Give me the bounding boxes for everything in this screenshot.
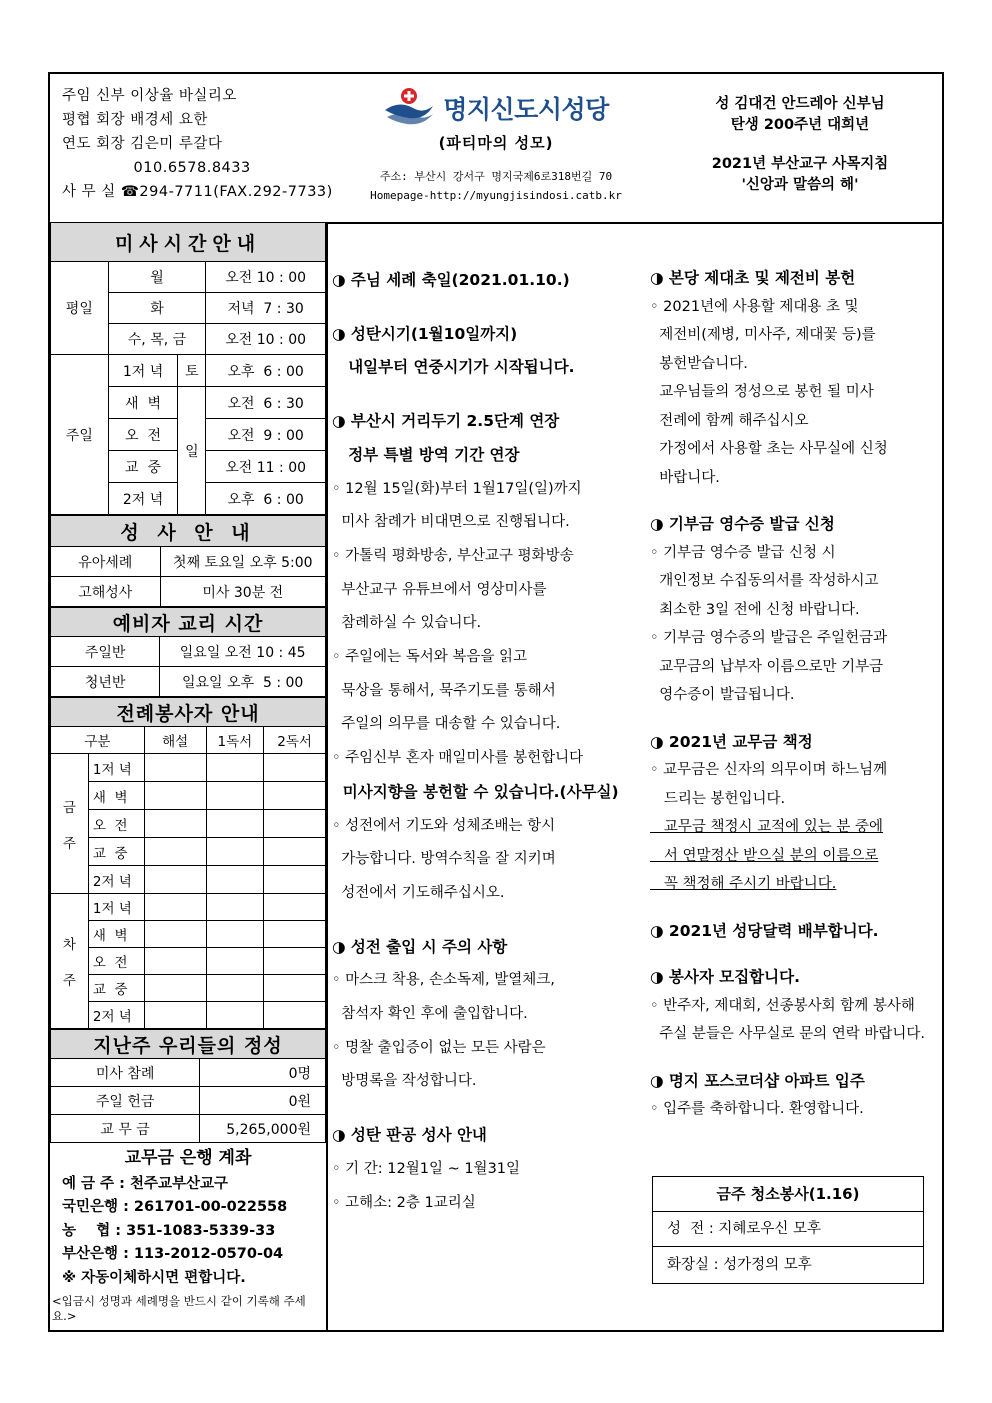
- mass-time: 오전 6 : 30: [206, 387, 326, 419]
- mass-title: 미사시간안내: [51, 223, 326, 262]
- notice-text: ◦ 반주자, 제대회, 선종봉사회 함께 봉사해: [650, 997, 915, 1014]
- spacer: [650, 492, 940, 510]
- bulletin-frame: [48, 72, 944, 1332]
- sacrament-time: 첫째 토요일 오후 5:00: [160, 547, 325, 577]
- spacer: [332, 385, 652, 405]
- staff-line: 010.6578.8433: [62, 160, 251, 176]
- theme-line: 성 김대건 안드레아 신부님: [715, 96, 885, 112]
- spacer: [650, 710, 940, 728]
- theme-line: 탄생 200주년 대희년: [730, 117, 870, 133]
- notice-heading: ◑ 성탄시기(1월10일까지): [332, 324, 518, 343]
- notice-text: ◦ 기부금 영수증의 발급은 주일헌금과: [650, 630, 888, 646]
- church-title-block: [346, 86, 646, 205]
- notice-text: 개인정보 수집동의서를 작성하시고: [650, 573, 879, 589]
- mass-day: 화: [108, 293, 206, 324]
- spacer: [332, 1099, 652, 1119]
- notice-heading: ◑ 기부금 영수증 발급 신청: [650, 515, 835, 533]
- notice-heading: 내일부터 연중시기가 시작됩니다.: [332, 358, 575, 377]
- notice-text: 참례하실 수 있습니다.: [332, 615, 482, 632]
- sacrament-name: 유아세례: [51, 547, 161, 577]
- mass-name: 교 중: [108, 451, 178, 483]
- staff-line: 평협 회장 배경세 요한: [62, 112, 208, 128]
- spacer: [650, 945, 940, 963]
- notice-text: ◦ 명찰 출입증이 없는 모든 사람은: [332, 1039, 546, 1056]
- mass-name: 새 벽: [108, 387, 178, 419]
- notice-text: 주일의 의무를 대송할 수 있습니다.: [332, 716, 561, 733]
- notice-text: 제전비(제병, 미사주, 제대꽃 등)를: [650, 327, 876, 343]
- middle-column: [332, 264, 652, 1220]
- notice-text: 성전에서 기도해주십시오.: [332, 884, 505, 901]
- notice-heading: 정부 특별 방역 기간 연장: [332, 445, 520, 464]
- theme-line: 2021년 부산교구 사목지침: [711, 156, 889, 172]
- class-name: 청년반: [51, 667, 160, 697]
- class-time: 일요일 오전 10 : 45: [160, 637, 326, 667]
- catechism-table: [50, 607, 326, 697]
- spacer: [332, 298, 652, 318]
- servers-row: 새 벽: [88, 782, 144, 810]
- notice-text: 서 연말정산 받으실 분의 이름으로: [650, 847, 879, 864]
- church-subtitle: (파티마의 성모): [438, 134, 554, 152]
- notice-heading: ◑ 2021년 성당달력 배부합니다.: [650, 921, 879, 940]
- mass-time: 오전 10 : 00: [206, 324, 326, 355]
- mass-day: 수, 목, 금: [108, 324, 206, 355]
- mass-time: 오후 6 : 00: [206, 483, 326, 515]
- notice-heading: ◑ 부산시 거리두기 2.5단계 연장: [332, 412, 560, 431]
- notice-text: ◦ 2021년에 사용할 제대용 초 및: [650, 298, 859, 315]
- church-homepage[interactable]: Homepage-http://myungjisindosi.catb.kr: [370, 189, 622, 202]
- notice-heading: ◑ 주님 세례 축일(2021.01.10.): [332, 271, 570, 289]
- notice-text: 최소한 3일 전에 신청 바랍니다.: [650, 601, 860, 618]
- mass-day: 월: [108, 262, 206, 293]
- staff-line: 사 무 실 ☎294-7711(FAX.292-7733): [62, 184, 333, 200]
- notice-heading: ◑ 성전 출입 시 주의 사항: [332, 937, 508, 956]
- notice-text: ◦ 성전에서 기도와 성체조배는 항시: [332, 817, 556, 834]
- servers-row: 오 전: [88, 948, 144, 975]
- notice-text: ◦ 입주를 축하합니다. 환영합니다.: [650, 1101, 864, 1117]
- notice-text: 부산교구 유튜브에서 영상미사를: [332, 581, 547, 598]
- notice-text: 가능합니다. 방역수칙을 잘 지키며: [332, 851, 556, 868]
- notice-text: 전례에 함께 해주십시오: [650, 412, 809, 429]
- notice-text: ◦ 12월 15일(화)부터 1월17일(일)까지: [332, 480, 582, 497]
- cleaning-title: 금주 청소봉사(1.16): [653, 1177, 923, 1212]
- church-logo-icon: [383, 86, 435, 130]
- mass-name: 2저 녁: [108, 483, 178, 515]
- sacraments-table: [50, 515, 326, 607]
- mass-time: 오전 10 : 00: [206, 262, 326, 293]
- notice-text: 교무금의 납부자 이름으로만 기부금: [650, 658, 884, 675]
- cleaning-row: 성 전 : 지혜로우신 모후: [653, 1212, 923, 1247]
- servers-col-header: 1독서: [206, 727, 264, 754]
- mass-day: 토: [178, 355, 206, 387]
- notice-text: 참석자 확인 후에 출입합니다.: [332, 1006, 528, 1023]
- bank-note: <입금시 성명과 세례명을 반드시 같이 기록해 주세요.>: [52, 1294, 306, 1323]
- sacrament-name: 고해성사: [51, 577, 161, 607]
- bank-title: 교무금 은행 계좌: [124, 1148, 252, 1168]
- servers-table: [50, 697, 326, 1029]
- group-label: 차 주: [51, 894, 89, 1029]
- notice-heading: ◑ 2021년 교무금 책정: [650, 732, 813, 751]
- right-column: [650, 264, 940, 1124]
- notice-heading: ◑ 성탄 판공 성사 안내: [332, 1126, 487, 1145]
- left-column: [50, 222, 328, 1330]
- mass-time: 오후 6 : 00: [206, 355, 326, 387]
- servers-row: 1저 녁: [88, 894, 144, 921]
- notice-text: 방명록을 작성합니다.: [332, 1073, 477, 1090]
- servers-row: 교 중: [88, 838, 144, 866]
- notice-heading: ◑ 본당 제대초 및 제전비 봉헌: [650, 269, 856, 287]
- sunday-label: 주일: [51, 355, 109, 515]
- notice-text: ◦ 가톨릭 평화방송, 부산교구 평화방송: [332, 547, 574, 564]
- offering-label: 주일 헌금: [51, 1087, 200, 1115]
- cleaning-row: 화장실 : 성가정의 모후: [667, 1257, 812, 1273]
- class-time: 일요일 오후 5 : 00: [160, 667, 326, 697]
- servers-col-header: 구분: [51, 727, 145, 754]
- notice-text: 바랍니다.: [650, 469, 720, 486]
- class-name: 주일반: [51, 637, 160, 667]
- servers-col-header: 해설: [144, 727, 206, 754]
- mass-day: 일: [178, 387, 206, 515]
- cleaning-box: [652, 1176, 924, 1284]
- pastoral-theme: [660, 94, 940, 196]
- spacer: [650, 1049, 940, 1067]
- offering-label: 교 무 금: [51, 1115, 200, 1143]
- servers-row: 새 벽: [88, 921, 144, 948]
- mass-schedule-table: [50, 222, 326, 515]
- notice-heading: ◑ 봉사자 모집합니다.: [650, 968, 800, 986]
- notice-text: 가정에서 사용할 초는 사무실에 신청: [650, 441, 888, 457]
- notice-text: ◦ 기 간: 12월1일 ~ 1월31일: [332, 1160, 521, 1177]
- offering-value: 5,265,000원: [200, 1115, 326, 1143]
- offering-table: [50, 1029, 326, 1143]
- mass-name: 1저 녁: [108, 355, 178, 387]
- sacraments-title: 성 사 안 내: [51, 516, 326, 547]
- notice-text: 영수증이 발급됩니다.: [650, 687, 795, 703]
- spacer: [650, 899, 940, 917]
- notice-text: ◦ 주임신부 혼자 매일미사를 봉헌합니다: [332, 750, 584, 767]
- notice-text: 교무금 책정시 교적에 있는 분 중에: [650, 819, 883, 835]
- offering-label: 미사 참례: [51, 1059, 200, 1087]
- offering-value: 0명: [200, 1059, 326, 1087]
- servers-title: 전례봉사자 안내: [51, 698, 326, 727]
- offering-title: 지난주 우리들의 정성: [51, 1030, 326, 1059]
- mass-time: 오전 11 : 00: [206, 451, 326, 483]
- notice-text: 꼭 책정해 주시기 바랍니다.: [650, 876, 837, 892]
- servers-row: 2저 녁: [88, 866, 144, 894]
- theme-line: '신앙과 말씀의 해': [741, 177, 859, 193]
- offering-value: 0원: [200, 1087, 326, 1115]
- mass-time: 저녁 7 : 30: [206, 293, 326, 324]
- bank-line: ※ 자동이체하시면 편합니다.: [62, 1269, 246, 1286]
- servers-row: 1저 녁: [88, 754, 144, 782]
- catechism-title: 예비자 교리 시간: [51, 608, 326, 637]
- bank-line: 예 금 주 : 천주교부산교구: [62, 1175, 229, 1192]
- mass-time: 오전 9 : 00: [206, 419, 326, 451]
- group-label: 금 주: [51, 754, 89, 894]
- mass-name: 오 전: [108, 419, 178, 451]
- servers-row: 교 중: [88, 975, 144, 1002]
- notice-text: 봉헌받습니다.: [650, 355, 748, 372]
- notice-text: 드리는 봉헌입니다.: [650, 790, 786, 807]
- bank-line: 농 협 : 351-1083-5339-33: [62, 1222, 276, 1239]
- staff-info: [62, 84, 333, 204]
- bank-accounts: [50, 1143, 326, 1294]
- staff-line: 주임 신부 이상율 바실리오: [62, 88, 237, 104]
- servers-row: 오 전: [88, 810, 144, 838]
- notice-text: 교우님들의 정성으로 봉헌 될 미사: [650, 384, 874, 400]
- servers-col-header: 2독서: [264, 727, 326, 754]
- church-name: 명지신도시성당: [443, 95, 609, 124]
- bank-line: 국민은행 : 261701-00-022558: [62, 1199, 288, 1215]
- notice-text: 주실 분들은 사무실로 문의 연락 바랍니다.: [650, 1026, 925, 1042]
- sacrament-time: 미사 30분 전: [160, 577, 325, 607]
- notice-text: 미사 참례가 비대면으로 진행됩니다.: [332, 514, 570, 531]
- notice-text: ◦ 고해소: 2층 1교리실: [332, 1194, 476, 1211]
- notice-heading: ◑ 명지 포스코더샵 아파트 입주: [650, 1071, 865, 1090]
- notice-text: ◦ 주일에는 독서와 복음을 읽고: [332, 649, 528, 666]
- notice-text: 묵상을 통해서, 묵주기도를 통해서: [332, 682, 556, 699]
- notice-text: ◦ 교무금은 신자의 의무이며 하느님께: [650, 762, 888, 778]
- staff-line: 연도 회장 김은미 루갈다: [62, 136, 223, 152]
- notice-text: ◦ 기부금 영수증 발급 신청 시: [650, 544, 836, 561]
- church-address: 주소: 부산시 강서구 명지국제6로318번길 70: [379, 170, 613, 183]
- notice-text: ◦ 마스크 착용, 손소독제, 발열체크,: [332, 972, 555, 989]
- bank-line: 부산은행 : 113-2012-0570-04: [62, 1246, 284, 1262]
- notice-heading: 미사지향을 봉헌할 수 있습니다.(사무실): [332, 782, 619, 801]
- servers-row: 2저 녁: [88, 1002, 144, 1029]
- spacer: [332, 911, 652, 931]
- bulletin-header: [50, 74, 942, 224]
- weekday-label: 평일: [51, 262, 109, 355]
